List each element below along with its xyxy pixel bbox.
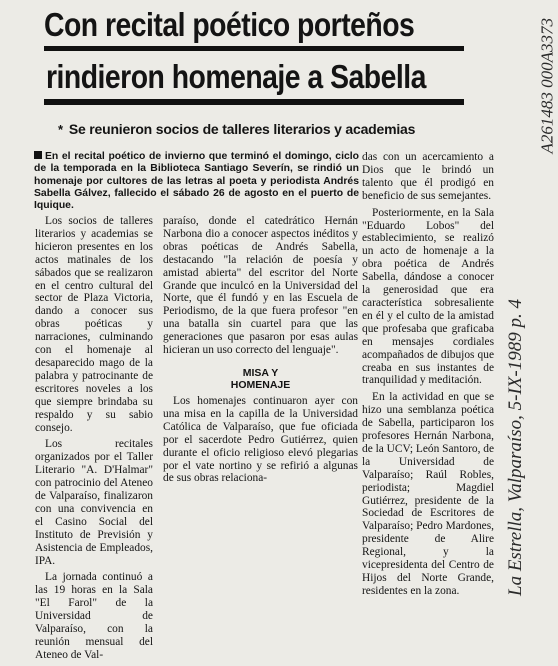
- headline-line-2: rindieron homenaje a Sabella: [46, 58, 426, 95]
- col1-paragraph: Los socios de talleres literarios y academias se hicieron presentes en los actos matinales de los sábados que se realizaron en el centro cultural del sector de Plaza Victoria, dando a conocer sus obras poéticas y narraciones, culminando con el homenaje al desaparecido mago de la palabra y patrocinante de escritores noveles a los que siempre brindaba su respaldo y su sabio consejo.: [35, 215, 153, 434]
- col2-paragraph: paraíso, donde el catedrático Hernán Narbona dio a conocer aspectos inéditos y obras poéticas de Andrés Sabella, destacando "la relación de poesía y amistad abierta" del escritor del Norte Grande que inculcó en la Universidad del Norte, que él fundó y en las Escuela de Periodismo, de la que fuera profesor "en una batalla sin cuartel para que las generaciones que pasaron por esas aulas hicieran un uso correcto del lenguaje".: [163, 215, 358, 357]
- mid-rule: [44, 99, 464, 105]
- column-3: [362, 151, 494, 602]
- column-2: [163, 215, 358, 489]
- top-rule: [44, 46, 464, 51]
- col1-paragraph: Los recitales organizados por el Taller Literario "A. D'Halmar" con patrocinio del Ateneo de Valparaíso, finalizaron con una convivencia en el Casino Social del Instituto de Previsión y Asistencia de Empleados, IPA.: [35, 438, 153, 567]
- lead-text: En el recital poético de invierno que terminó el domingo, ciclo de la temporada en la Biblioteca Santiago Severín, se rindió un homenaje por cultores de las letras al poeta y periodista Andrés Sabella Gálvez, fallecido el sábado 26 de agosto en el puerto de Iquique.: [34, 151, 359, 212]
- col3-paragraph: Posteriormente, en la Sala "Eduardo Lobos" del establecimiento, se realizó un acto de homenaje a la obra poética de Andrés Sabella, dándose a conocer la generosidad que era característica sobresaliente en él y el culto de la amistad que profesaba que graficaba en mensajes cordiales acompañados de dibujos que creaba en sus instantes de tranquilidad y meditación.: [362, 206, 494, 387]
- subheadline: [58, 121, 415, 137]
- subhead-text: Se reunieron socios de talleres literarios y academias: [68, 121, 416, 137]
- crosshead: MISA Y HOMENAJE: [230, 366, 291, 391]
- col3-paragraph: das con un acercamiento a Dios que le brindó un talento que él prodigó en beneficio de sus semejantes.: [362, 151, 494, 202]
- handwritten-source-note: La Estrella, Valparaíso, 5-IX-1989 p. 4: [505, 299, 526, 596]
- lead-paragraph: [34, 151, 359, 212]
- col2-paragraph: Los homenajes continuaron ayer con una misa en la capilla de la Universidad Católica de Valparaíso, que fue oficiada por el sacerdote Pedro Gutiérrez, quien durante el oficio religioso elevó plegarias por el vate nortino y se refirió a algunas de sus obras relaciona-: [163, 394, 358, 485]
- col3-paragraph: En la actividad en que se hizo una semblanza poética de Sabella, participaron los profesores Hernán Narbona, de la UCV; León Santoro, de la Universidad de Valparaíso; Raúl Robles, periodista; Magdiel Gutiérrez, presidente de la Sociedad de Escritores de Valparaíso; Pedro Mardones, presidente de Alire Regional, y la vicepresidenta del Centro de Hijos del Norte Grande, residentes en la zona.: [362, 391, 495, 597]
- col1-paragraph: La jornada continuó a las 19 horas en la Sala "El Farol" de la Universidad de Valparaíso, con la reunión mensual del Ateneo de Val-: [35, 571, 153, 661]
- headline-line-1: Con recital poético porteños: [44, 6, 415, 43]
- column-1: [35, 215, 153, 666]
- handwritten-catalog-number: A261483 000A3373: [538, 18, 557, 154]
- subhead-bullet: *: [58, 122, 63, 137]
- lead-square-marker: [34, 151, 42, 159]
